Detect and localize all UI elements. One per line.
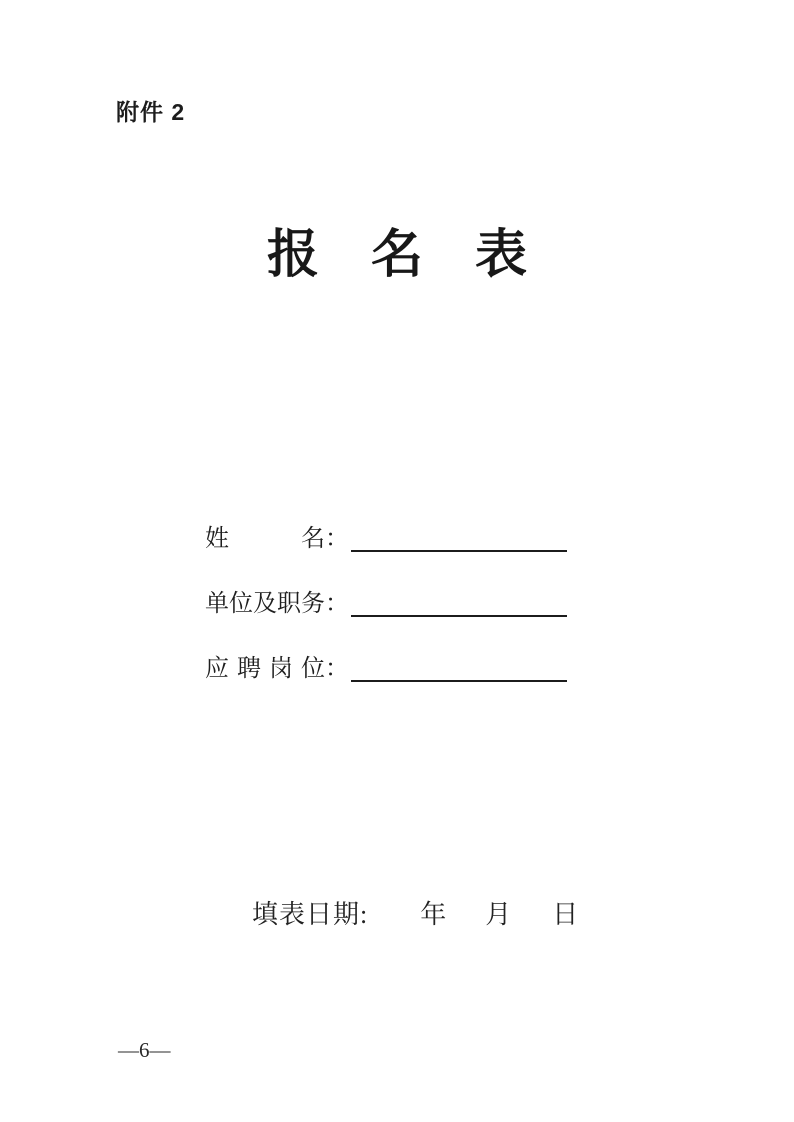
unit-and-duty-field-blank [351,585,567,617]
attachment-label: 附件 2 [116,99,186,125]
unit-and-duty-field-colon: ： [325,591,349,617]
field-row-unit-and-duty [205,583,605,648]
field-row-applied-position [205,648,605,713]
applied-position-field-label: 应聘岗位 [205,656,325,682]
page-title: 报 名 表 [266,227,527,284]
page-number: —6— [118,1038,171,1062]
month-label: 月 [485,900,513,929]
name-field-colon: ： [325,526,349,552]
fill-date-line [252,894,579,931]
fill-date-label: 填表日期: [252,900,369,929]
form-fields [205,518,605,713]
applied-position-field-blank [351,650,567,682]
name-field-label: 姓名 [205,526,325,552]
day-label: 日 [552,900,580,929]
applied-position-field-colon: ： [325,656,349,682]
name-field-blank [351,520,567,552]
field-row-name [205,518,605,583]
unit-and-duty-field-label: 单位及职务 [205,591,325,617]
year-label: 年 [420,900,448,929]
